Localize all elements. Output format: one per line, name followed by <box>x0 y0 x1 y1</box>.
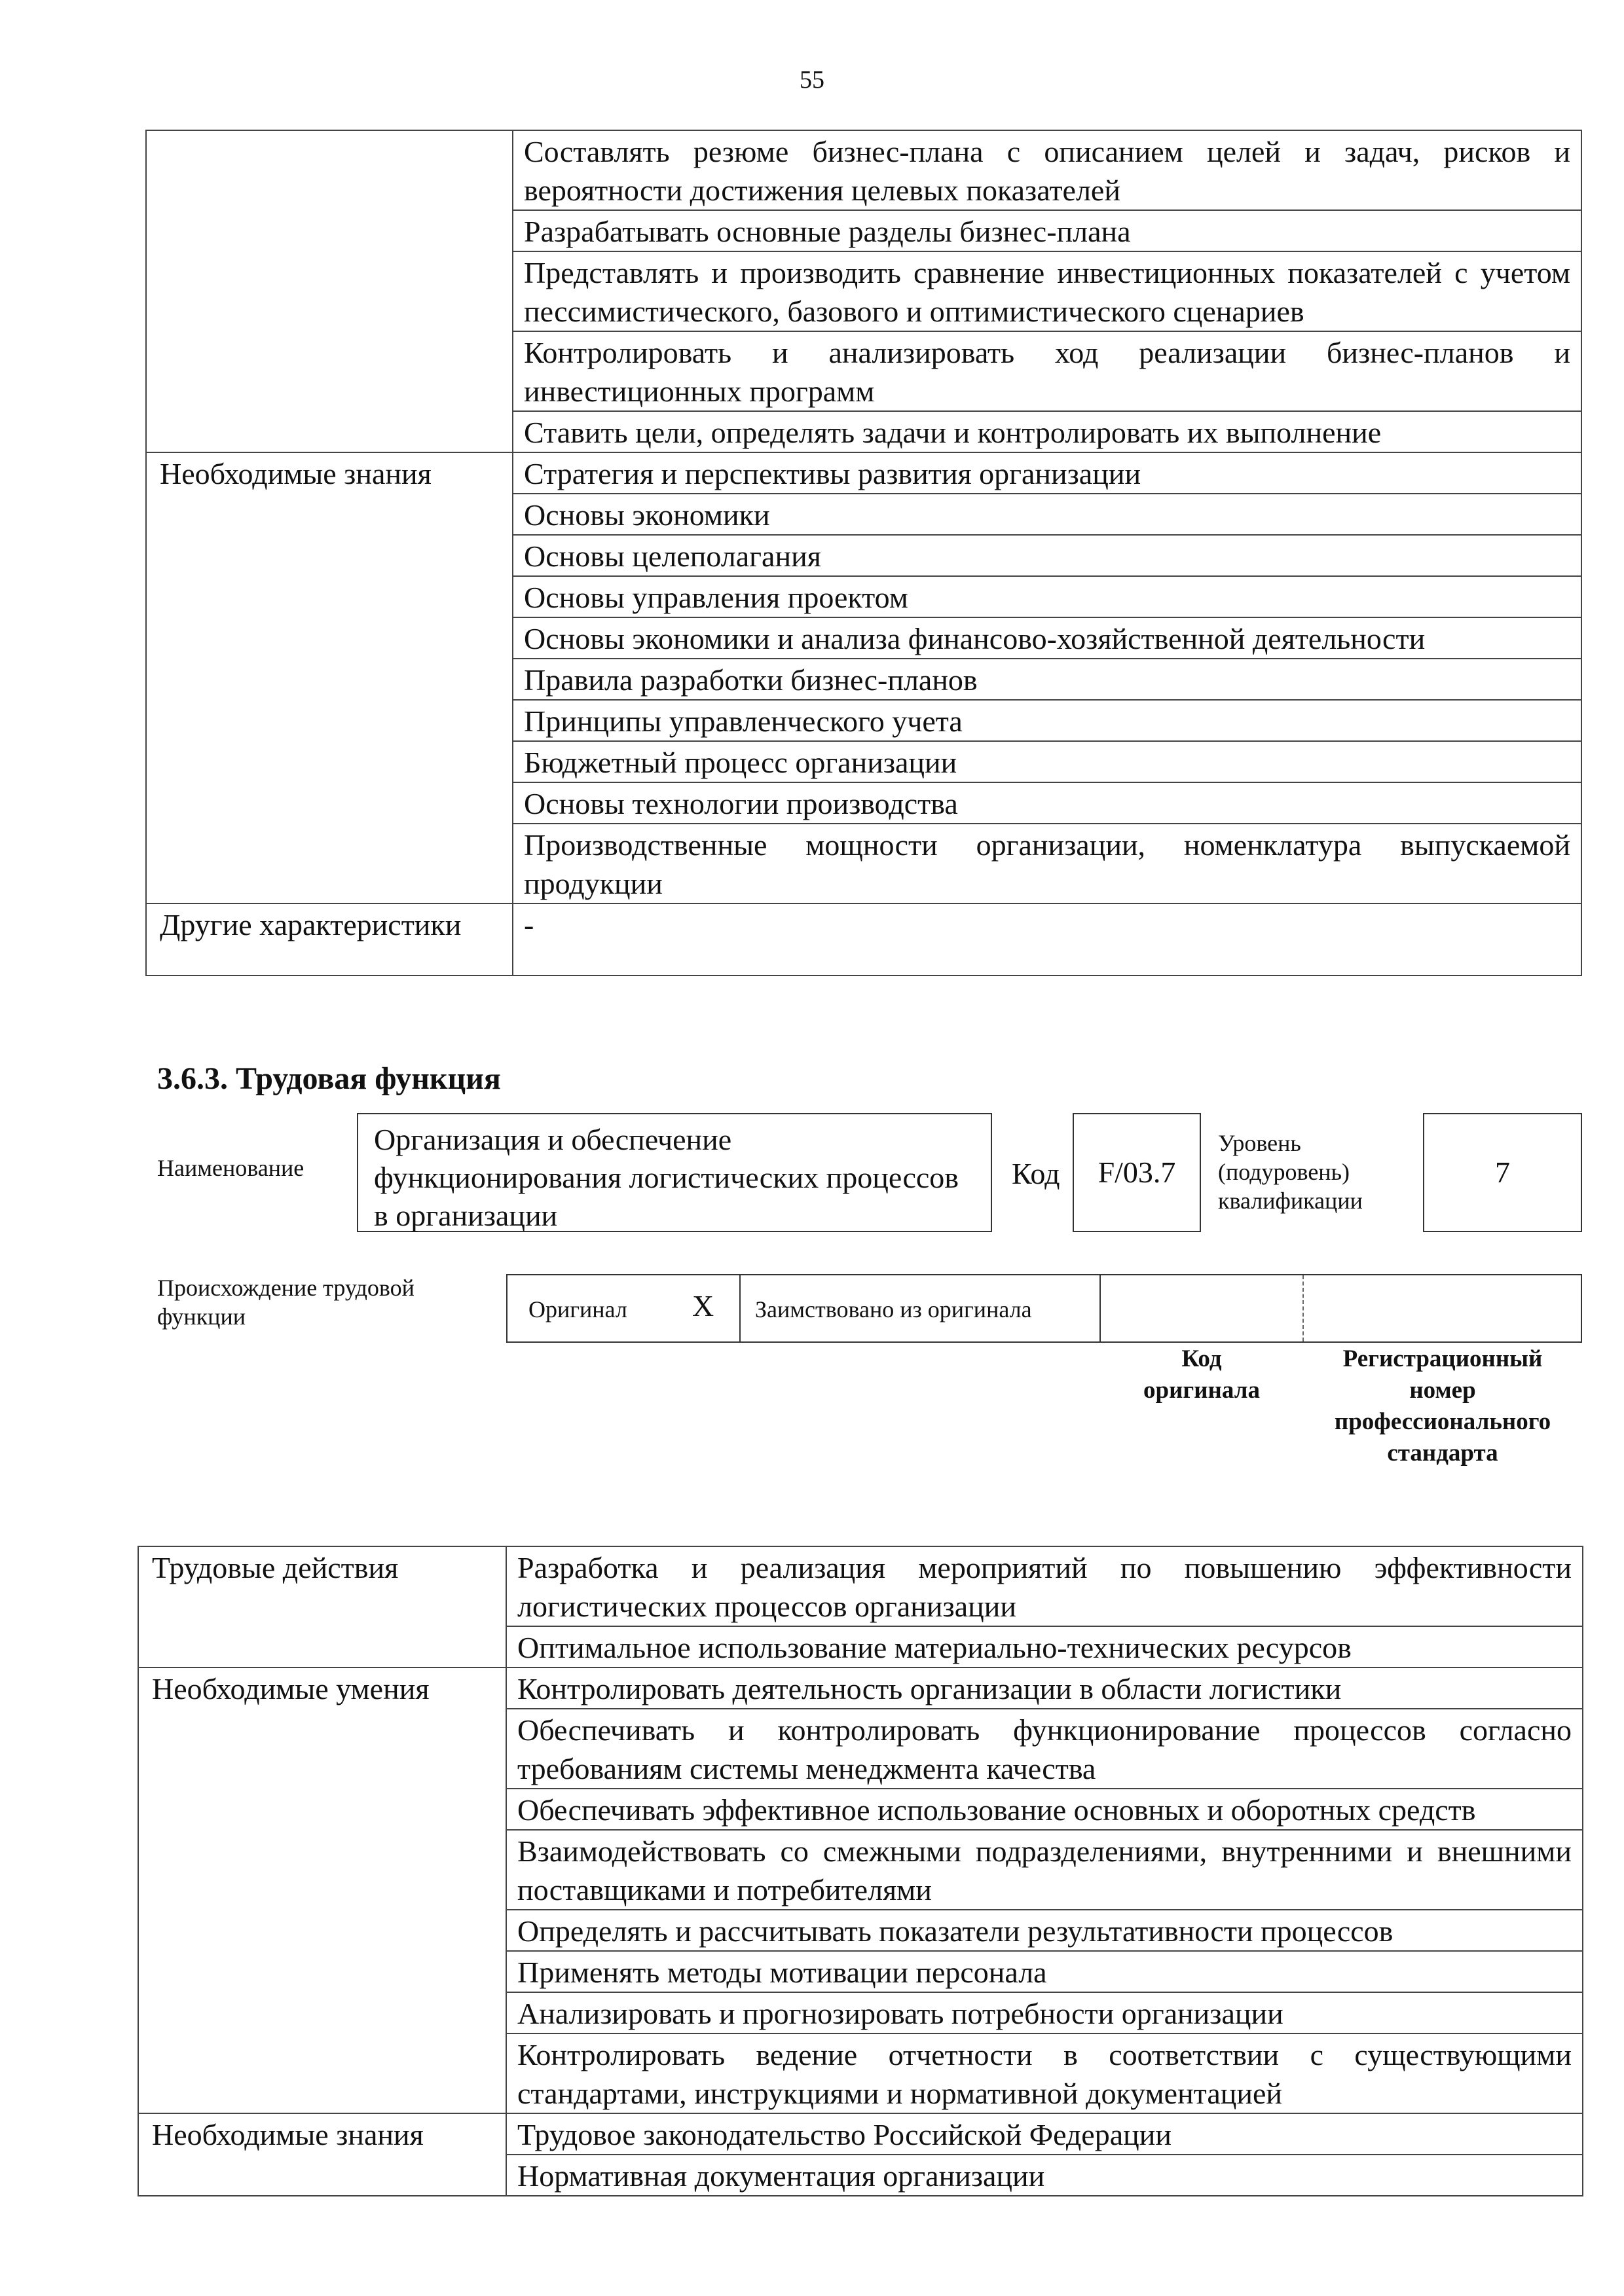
original-label: Оригинал <box>528 1296 627 1322</box>
level-label-line: Уровень <box>1218 1130 1301 1156</box>
divider <box>1099 1275 1101 1341</box>
list-item: Основы технологии производства <box>513 782 1581 824</box>
list-item: Контролировать деятельность организации в области логистики <box>506 1667 1583 1709</box>
divider <box>739 1275 741 1341</box>
level-label <box>1218 1129 1363 1215</box>
table-row <box>138 2113 1583 2155</box>
origin-label: Происхождение трудовой функции <box>157 1275 415 1330</box>
list-item: Разработка и реализация мероприятий по повышению эффективности логистических процессов организации <box>506 1546 1583 1626</box>
list-item: Стратегия и перспективы развития организации <box>513 452 1581 494</box>
list-item: Ставить цели, определять задачи и контролировать их выполнение <box>513 411 1581 452</box>
borrowed-label: Заимствовано из оригинала <box>755 1296 1032 1322</box>
table-row <box>146 903 1581 975</box>
row-label-actions: Трудовые действия <box>138 1546 506 1667</box>
list-item: Составлять резюме бизнес-плана с описанием целей и задач, рисков и вероятности достижения целевых показателей <box>513 130 1581 210</box>
list-item: Основы целеполагания <box>513 535 1581 576</box>
caption-line: Код <box>1181 1345 1222 1372</box>
origin-row <box>506 1274 1582 1343</box>
list-item: Применять методы мотивации персонала <box>506 1951 1583 1992</box>
code-label: Код <box>1012 1157 1060 1190</box>
level-value: 7 <box>1495 1156 1510 1189</box>
caption-line: оригинала <box>1143 1377 1260 1404</box>
row-label-knowledge: Необходимые знания <box>146 452 513 903</box>
table-row <box>146 130 1581 210</box>
list-item: Основы экономики и анализа финансово-хозяйственной деятельности <box>513 617 1581 659</box>
row-label-other: Другие характеристики <box>146 903 513 975</box>
list-item: Правила разработки бизнес-планов <box>513 659 1581 700</box>
list-item: Нормативная документация организации <box>506 2155 1583 2196</box>
row-label-skills: Необходимые умения <box>138 1667 506 2113</box>
list-item: Бюджетный процесс организации <box>513 741 1581 782</box>
original-mark: X <box>692 1289 714 1322</box>
list-item: - <box>513 903 1581 975</box>
list-item: Оптимальное использование материально-технических ресурсов <box>506 1626 1583 1667</box>
level-label-line: (подуровень) <box>1218 1159 1350 1185</box>
caption-line: Регистрационный <box>1342 1345 1543 1372</box>
code-value: F/03.7 <box>1098 1156 1176 1189</box>
table-row <box>146 452 1581 494</box>
function-name-box <box>357 1113 992 1232</box>
list-item: Анализировать и прогнозировать потребности организации <box>506 1992 1583 2033</box>
list-item: Производственные мощности организации, номенклатура выпускаемой продукции <box>513 824 1581 903</box>
list-item: Представлять и производить сравнение инвестиционных показателей с учетом пессимистического, базового и оптимистического сценариев <box>513 251 1581 331</box>
list-item: Обеспечивать эффективное использование основных и оборотных средств <box>506 1789 1583 1830</box>
table-row <box>138 1667 1583 1709</box>
row-label-knowledge: Необходимые знания <box>138 2113 506 2196</box>
list-item: Разрабатывать основные разделы бизнес-плана <box>513 210 1581 251</box>
name-label: Наименование <box>157 1155 304 1181</box>
list-item: Основы экономики <box>513 494 1581 535</box>
caption-line: номер <box>1409 1377 1476 1404</box>
function-name: Организация и обеспечение функционирования логистических процессов в организации <box>374 1123 959 1232</box>
level-label-line: квалификации <box>1218 1188 1363 1214</box>
divider <box>1302 1275 1304 1341</box>
table-row <box>138 1546 1583 1626</box>
competency-table-continued <box>145 130 1582 976</box>
list-item: Основы управления проектом <box>513 576 1581 617</box>
page-number: 55 <box>800 66 824 94</box>
code-original-caption <box>1100 1343 1303 1406</box>
caption-line: профессионального <box>1334 1408 1551 1435</box>
registration-number-caption <box>1303 1343 1582 1469</box>
list-item: Контролировать ведение отчетности в соответствии с существующими стандартами, инструкциями и нормативной документацией <box>506 2033 1583 2113</box>
list-item: Принципы управленческого учета <box>513 700 1581 741</box>
list-item: Контролировать и анализировать ход реализации бизнес-планов и инвестиционных программ <box>513 331 1581 411</box>
list-item: Взаимодействовать со смежными подразделениями, внутренними и внешними поставщиками и потребителями <box>506 1830 1583 1910</box>
labor-function-table <box>138 1546 1583 2196</box>
list-item: Определять и рассчитывать показатели результативности процессов <box>506 1910 1583 1951</box>
row-label <box>146 130 513 452</box>
list-item: Трудовое законодательство Российской Федерации <box>506 2113 1583 2155</box>
list-item: Обеспечивать и контролировать функционирование процессов согласно требованиям системы менеджмента качества <box>506 1709 1583 1789</box>
caption-line: стандарта <box>1387 1440 1498 1467</box>
section-title: 3.6.3. Трудовая функция <box>157 1061 501 1096</box>
